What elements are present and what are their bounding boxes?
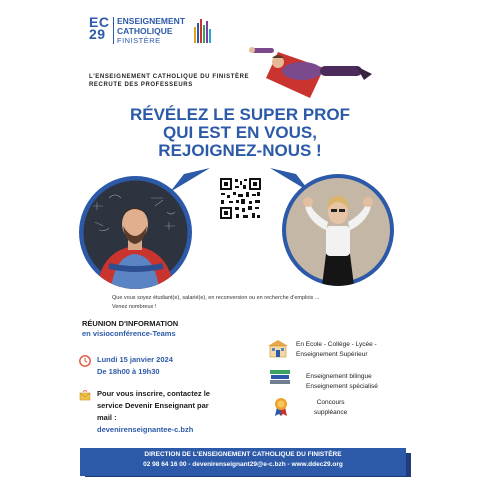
left-bubble-tail [170,168,210,192]
teacher-photo-left [79,176,192,289]
teacher-woman-illustration [282,174,394,286]
schedule [97,354,173,378]
teacher-man-illustration [79,176,192,289]
schedule-date: Lundi 15 janvier 2024 [97,355,173,364]
headline-line2: QUI EST EN VOUS, [163,123,317,142]
exam-line2: suppléance [314,409,348,416]
footer-line2[interactable]: 02 98 64 16 00 - devenirenseignant29@e-c.bzh - www.ddec29.org [143,461,343,468]
envelope-icon [79,390,91,402]
logo-ec29 [89,16,111,40]
logo-divider [113,17,114,44]
bilingual-line2: Enseignement spécialisé [306,383,378,390]
levels-text [296,340,377,360]
flying-superhero-illustration [244,38,380,106]
headline-line3: REJOIGNEZ-NOUS ! [158,141,322,160]
schedule-time: De 18h00 à 19h30 [97,367,160,376]
intro-line1: Que vous soyez étudiant(e), salarié(e), en reconversion ou en recherche d'emplois ... [112,295,320,301]
books-icon [269,368,291,386]
logo-line2: CATHOLIQUE [117,25,173,36]
signup-line2: service Devenir Enseignant par [97,401,209,410]
meeting-info [82,319,178,339]
logo-line1: ENSEIGNEMENT [117,16,186,26]
logo-wordmark [117,17,185,46]
intro-line2: Venez nombreux ! [112,304,157,310]
logo-line3: FINISTÈRE [117,36,161,45]
bilingual-line1: Enseignement bilingue [306,373,372,380]
school-building-icon [266,338,290,358]
exam-line1: Concours [316,399,345,406]
signup-line3: mail : [97,413,117,422]
intro-text [112,294,402,312]
headline [0,106,480,160]
headline-line1: RÉVÉLEZ LE SUPER PROF [129,105,351,124]
levels-line2: Enseignement Supérieur [296,351,368,358]
exam-text [314,398,347,418]
recruit-line2: RECRUTE DES PROFESSEURS [89,82,193,88]
meeting-subtitle: en visioconférence-Teams [82,329,176,338]
signup-line1: Pour vous inscrire, contactez le [97,389,210,398]
award-ribbon-icon [273,397,289,417]
signup-email-link[interactable]: devenirenseignantee-c.bzh [97,425,194,434]
recruit-statement [89,73,249,89]
logo-ec-text: EC [89,14,110,30]
qr-code-icon[interactable] [219,177,262,220]
footer-banner [80,448,406,476]
recruit-line1: L'ENSEIGNEMENT CATHOLIQUE DU FINISTÈRE [89,74,250,80]
signup-instructions [97,388,210,436]
teacher-photo-right [282,174,394,286]
bilingual-text [306,372,378,392]
levels-line1: En Ecole - Collège - Lycée - [296,341,377,348]
footer-line1: DIRECTION DE L'ENSEIGNEMENT CATHOLIQUE DU FINISTÈRE [144,451,342,458]
clock-icon [79,355,91,367]
logo-29-text: 29 [89,26,106,42]
logo-bars-icon [193,19,213,43]
meeting-title: RÉUNION D'INFORMATION [82,319,179,328]
